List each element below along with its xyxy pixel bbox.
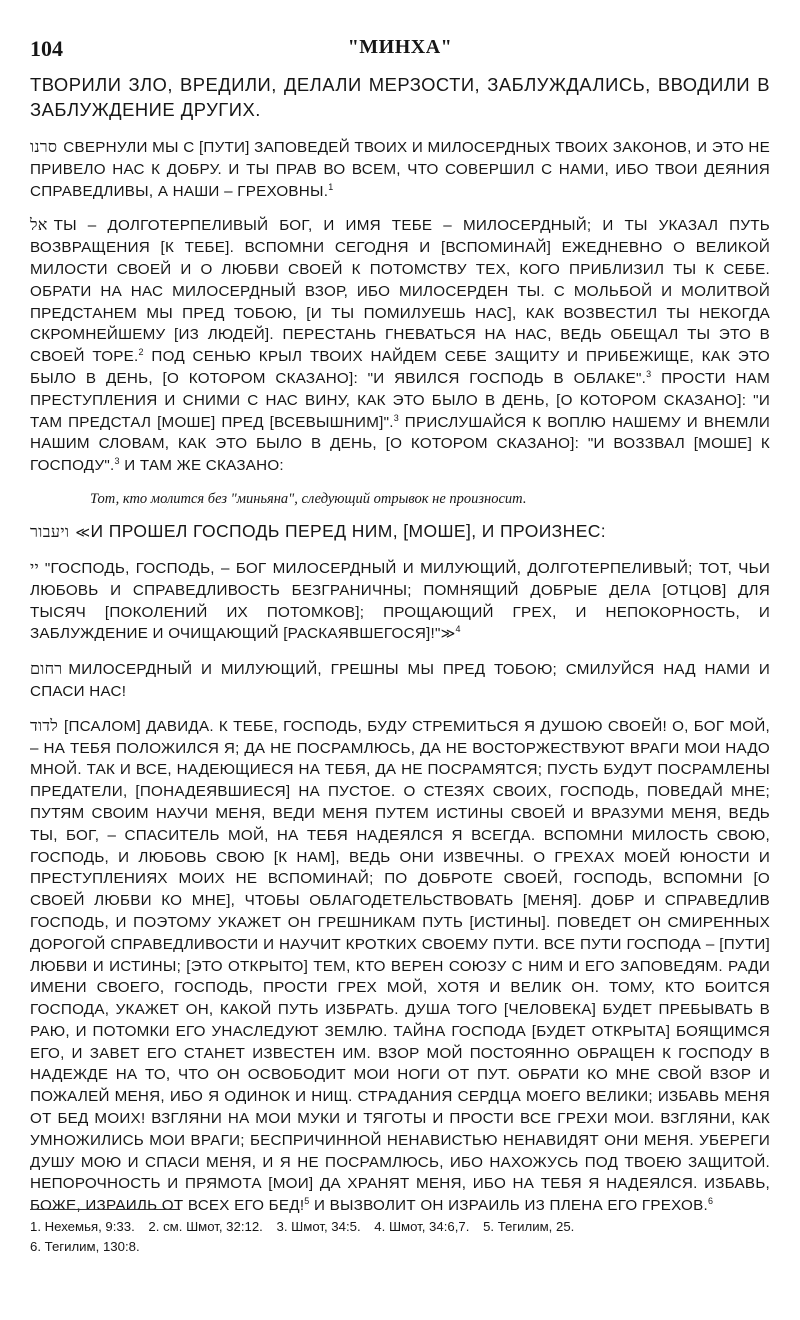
end-marker: ≫ [440, 626, 456, 643]
footnote: 5. Тегилим, 25. [483, 1219, 575, 1234]
paragraph-hashem [30, 557, 770, 646]
footnote-ref: 3 [393, 412, 399, 423]
paragraph-text: И ТАМ ЖЕ СКАЗАНО: [124, 457, 284, 475]
paragraph-text: СВЕРНУЛИ МЫ С [ПУТИ] ЗАПОВЕДЕЙ ТВОИХ И МИЛОСЕРДНЫХ ТВОИХ ЗАКОНОВ, И ЭТО НЕ ПРИВЕЛО НАС К ДОБРУ. И ТЫ ПРАВ ВО ВСЕМ, ЧТО СОВЕРШИЛ С НАМИ, ИБО ТВОИ ДЕЯНИЯ СПРАВЕДЛИВЫ, А НАШИ – ГРЕХОВНЫ. [30, 139, 770, 200]
hebrew-incipit: אל [30, 215, 48, 235]
footnote-ref: 1 [328, 181, 334, 192]
hebrew-incipit: סרנו [30, 137, 58, 156]
paragraph-text: МИЛОСЕРДНЫЙ И МИЛУЮЩИЙ, ГРЕШНЫ МЫ ПРЕД ТОБОЮ; СМИЛУЙСЯ НАД НАМИ И СПАСИ НАС! [30, 661, 770, 700]
footnotes [30, 1217, 770, 1257]
hebrew-incipit: רחום [30, 659, 63, 679]
footnote-ref: 3 [114, 456, 120, 467]
footnote: 2. см. Шмот, 32:12. [148, 1219, 263, 1234]
page [30, 0, 770, 1320]
footnote: 4. Шмот, 34:6,7. [374, 1219, 470, 1234]
paragraph-rachum [30, 658, 770, 703]
paragraph-text: ТЫ – ДОЛГОТЕРПЕЛИВЫЙ БОГ, И ИМЯ ТЕБЕ – МИЛОСЕРДНЫЙ; И ТЫ УКАЗАЛ ПУТЬ ВОЗВРАЩЕНИЯ [К ТЕБЕ]. ВСПОМНИ СЕГОДНЯ И [ВСПОМИНАЙ] ЕЖЕДНЕВНО О ВЕЛИКОЙ МИЛОСТИ СВОЕЙ И О ЛЮБВИ СВОЕЙ К ПОТОМСТВУ ТЕХ, КОГО ПРИБЛИЗИЛ ТЫ К СЕБЕ. ОБРАТИ НА НАС МИЛОСЕРДНЫЙ ВЗОР, ИБО МИЛОСЕРДЕН ТЫ. С МОЛЬБОЙ И МОЛИТВОЙ ПРЕДСТАНЕМ МЫ ПРЕД ТОБОЮ, [И ТЫ ПОМИЛУЕШЬ НАС], КАК ВОЗВЕСТИЛ ТЫ НЕКОГДА СКРОМНЕЙШЕМУ [ИЗ ЛЮДЕЙ]. ПЕРЕСТАНЬ ГНЕВАТЬСЯ НА НАС, ВЕДЬ ОБЕЩАЛ ТЫ ЭТО В СВОЕЙ ТОРЕ. [30, 217, 770, 366]
footnote-ref: 6 [707, 1196, 714, 1207]
paragraph-text: И ВЫЗВОЛИТ ОН ИЗРАИЛЬ ИЗ ПЛЕНА ЕГО ГРЕХОВ. [314, 1197, 708, 1215]
hebrew-incipit: ויעבור [30, 521, 70, 541]
paragraph-text: "ГОСПОДЬ, ГОСПОДЬ, – БОГ МИЛОСЕРДНЫЙ И МИЛУЮЩИЙ, ДОЛГОТЕРПЕЛИВЫЙ; ТОТ, ЧЬИ ЛЮБОВЬ И СПРАВЕДЛИВОСТЬ БЕЗГРАНИЧНЫ; ПОМНЯЩИЙ ДОБРЫЕ ДЕЛА [ОТЦОВ] ДЛЯ ТЫСЯЧ [ПОКОЛЕНИЙ ИХ ПОТОМКОВ]; ПРОЩАЮЩИЙ ГРЕХ, И НЕПОКОРНОСТЬ, И ЗАБЛУЖДЕНИЕ И ОЧИЩАЮЩИЙ [РАСКАЯВШЕГОСЯ]!" [30, 559, 770, 643]
footnote: 3. Шмот, 34:5. [276, 1219, 361, 1234]
paragraph-text: ПОД СЕНЬЮ КРЫЛ ТВОИХ НАЙДЕМ СЕБЕ ЗАЩИТУ И ПРИБЕЖИЩЕ, КАК ЭТО БЫЛО В ДЕНЬ, [О КОТОРОМ СКАЗАНО]: "И ЯВИЛСЯ ГОСПОДЬ В ОБЛАКЕ". [30, 348, 770, 387]
hebrew-incipit: לדוד [30, 715, 58, 735]
paragraph-el [30, 214, 770, 477]
footnote-ref: 2 [138, 347, 144, 358]
paragraph-vayaavor [30, 519, 770, 545]
footnote-ref: 4 [455, 624, 461, 635]
footnote: 1. Нехемья, 9:33. [30, 1219, 135, 1234]
paragraph-text: ПРИСЛУШАЙСЯ К ВОПЛЮ НАШЕМУ И ВНЕМЛИ НАШИМ СЛОВАМ, КАК ЭТО БЫЛО В ДЕНЬ, [О КОТОРОМ СКАЗАНО]: "И ВОЗЗВАЛ [МОШЕ] К ГОСПОДУ". [30, 413, 770, 475]
page-number: 104 [30, 36, 63, 61]
paragraph-text: [ПСАЛОМ] ДАВИДА. К ТЕБЕ, ГОСПОДЬ, БУДУ СТРЕМИТЬСЯ Я ДУШОЮ СВОЕЙ! О, БОГ МОЙ, – НА ТЕБЯ ПОЛОЖИЛСЯ Я; ДА НЕ ПОСРАМЛЮСЬ, ДА НЕ ВОСТОРЖЕСТВУЮТ ВРАГИ МОИ НАДО МНОЙ. ТАК И ВСЕ, НАДЕЮЩИЕСЯ НА ТЕБЯ, ДА НЕ ПОСРАМЯТСЯ; ПУСТЬ БУДУТ ПОСРАМЛЕНЫ ПРЕДАТЕЛИ, [ПОНАДЕЯВШИЕСЯ] НА ПУСТОЕ. О СТЕЗЯХ СВОИХ, ГОСПОДЬ, ПОВЕДАЙ МНЕ; ПУТЯМ СВОИМ НАУЧИ МЕНЯ, ВЕДИ МЕНЯ ПУТЕМ ИСТИНЫ СВОЕЙ И ВРАЗУМИ МЕНЯ, ВЕДЬ ТЫ, БОГ, – СПАСИТЕЛЬ МОЙ, НА ТЕБЯ НАДЕЯЛСЯ Я ВСЕГДА. ВСПОМНИ МИЛОСТЬ СВОЮ, ГОСПОДЬ, И ЛЮБОВЬ СВОЮ [К НАМ], ВЕДЬ ОНИ ИЗВЕЧНЫ. О ГРЕХАХ МОЕЙ ЮНОСТИ И ПРЕСТУПЛЕНИЯХ МОИХ НЕ ВСПОМИНАЙ; ПО ДОБРОТЕ СВОЕЙ, ГОСПОДЬ, ВСПОМНИ [О СВОЕЙ ЛЮБВИ КО МНЕ], ЧТОБЫ ОБЛАГОДЕТЕЛЬСТВОВАТЬ [МЕНЯ]. ДОБР И СПРАВЕДЛИВ ГОСПОДЬ, И ПОЭТОМУ УКАЖЕТ ОН ГРЕШНИКАМ ПУТЬ [ИСТИНЫ]. ПОВЕДЕТ ОН СМИРЕННЫХ ДОРОГОЙ СПРАВЕДЛИВОСТИ И НАУЧИТ КРОТКИХ СВОЕМУ ПУТИ. ВСЕ ПУТИ ГОСПОДА – [ПУТИ] ЛЮБВИ И ИСТИНЫ; [ЭТО ОТКРЫТО] ТЕМ, КТО ВЕРЕН СОЮЗУ С НИМ И ЕГО ЗАПОВЕДЯМ. РАДИ ИМЕНИ СВОЕГО, ГОСПОДЬ, ПРОСТИ ГРЕХ МОЙ, ХОТЯ И ВЕЛИК ОН. ТОМУ, КТО БОИТСЯ ГОСПОДА, УКАЖЕТ ОН, КАКОЙ ПУТЬ ИЗБРАТЬ. ДУША ТОГО [ЧЕЛОВЕКА] БУДЕТ ПРЕБЫВАТЬ В РАЮ, И ПОТОМКИ ЕГО УНАСЛЕДУЮТ ЗЕМЛЮ. ТАЙНА ГОСПОДА [БУДЕТ ОТКРЫТА] БОЯЩИМСЯ ЕГО, И ЗАВЕТ ЕГО СТАНЕТ ИЗВЕСТЕН ИМ. ВЗОР МОЙ ПОСТОЯННО ОБРАЩЕН К ГОСПОДУ В НАДЕЖДЕ НА ТО, ЧТО ОН ОСВОБОДИТ МОИ НОГИ ОТ ПУТ. ОБРАТИ КО МНЕ СВОЙ ВЗОР И ПОЖАЛЕЙ МЕНЯ, ИБО Я ОДИНОК И НИЩ. СТРАДАНИЯ СЕРДЦА МОЕГО ВЕЛИКИ; ИЗБАВЬ МЕНЯ ОТ БЕД МОИХ! ВЗГЛЯНИ НА МОИ МУКИ И ТЯГОТЫ И ПРОСТИ ВСЕ ГРЕХИ МОИ. ВЗГЛЯНИ, КАК УМНОЖИЛИСЬ МОИ ВРАГИ; БЕСПРИЧИННОЙ НЕНАВИСТЬЮ НЕНАВИДЯТ ОНИ МЕНЯ. УБЕРЕГИ ДУШУ МОЮ И СПАСИ МЕНЯ, И Я НЕ ПОСРАМЛЮСЬ, ИБО НАХОЖУСЬ ПОД ТВОЕЮ ЗАЩИТОЙ. НЕПОРОЧНОСТЬ И ПРЯМОТА [МОИ] ДА ХРАНЯТ МЕНЯ, ИБО НА ТЕБЯ Я НАДЕЯЛСЯ. ИЗБАВЬ, БОЖЕ, ИЗРАИЛЬ ОТ ВСЕХ ЕГО БЕД! [30, 717, 770, 1215]
instruction-note: Тот, кто молится без "миньяна", следующий отрывок не произносит. [90, 490, 527, 507]
paragraph-sarnu [30, 136, 770, 202]
paragraph-continuation [30, 72, 770, 122]
paragraph-text: И ПРОШЕЛ ГОСПОДЬ ПЕРЕД НИМ, [МОШЕ], И ПРОИЗНЕС: [90, 520, 607, 541]
footnote-divider [30, 1209, 180, 1210]
start-marker: ≪ [75, 524, 91, 541]
footnote: 6. Тегилим, 130:8. [30, 1239, 140, 1254]
hebrew-incipit: יי [30, 557, 39, 577]
footnote-ref: 5 [304, 1196, 310, 1207]
page-header [30, 36, 770, 64]
text-body [30, 72, 770, 1229]
footnote-ref: 3 [646, 368, 652, 379]
paragraph-text: ПРОСТИ НАМ ПРЕСТУПЛЕНИЯ И СНИМИ С НАС ВИНУ, КАК ЭТО БЫЛО В ДЕНЬ, [О КОТОРОМ СКАЗАНО]: "И ТАМ ПРЕДСТАЛ [МОШЕ] ПРЕД [ВСЕВЫШНИМ]". [30, 369, 770, 431]
paragraph-ledavid [30, 715, 770, 1217]
running-title: "МИНХА" [347, 36, 453, 58]
paragraph-text: ТВОРИЛИ ЗЛО, ВРЕДИЛИ, ДЕЛАЛИ МЕРЗОСТИ, ЗАБЛУЖДАЛИСЬ, ВВОДИЛИ В ЗАБЛУЖДЕНИЕ ДРУГИХ. [30, 74, 770, 120]
